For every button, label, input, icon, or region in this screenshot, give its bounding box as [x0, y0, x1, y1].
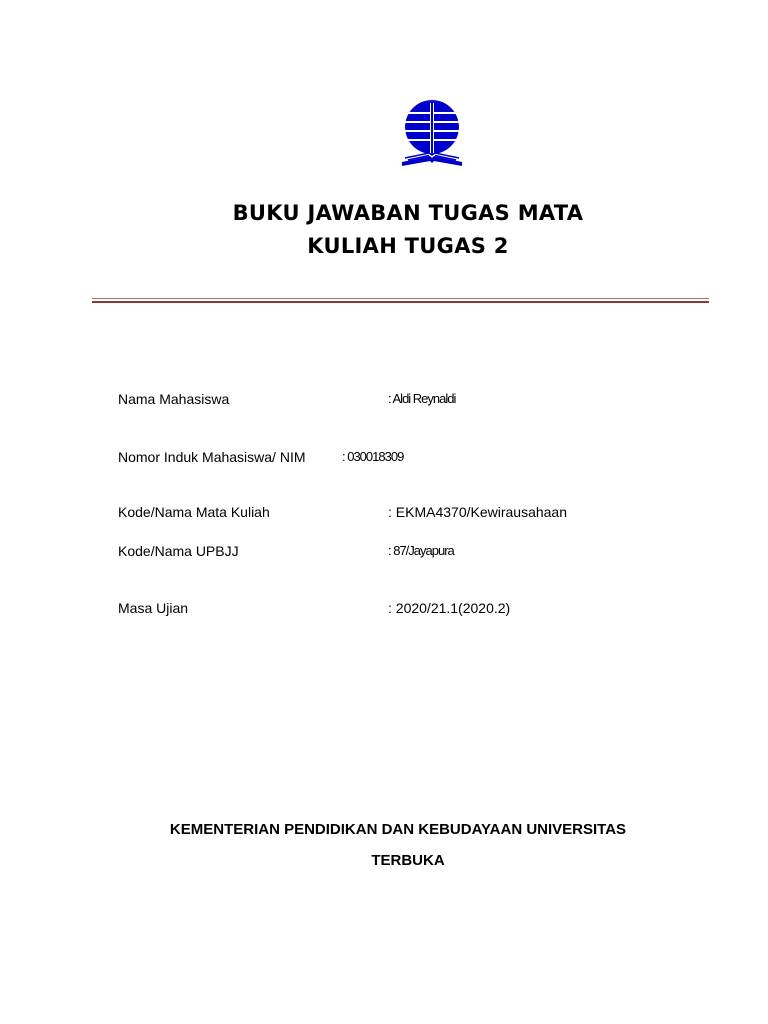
document-title-line1: BUKU JAWABAN TUGAS MATA — [232, 201, 584, 225]
field-label-upbjj: Kode/Nama UPBJJ — [118, 543, 239, 559]
field-label-masa: Masa Ujian — [118, 600, 189, 616]
field-label-nama: Nama Mahasiswa — [118, 391, 230, 407]
field-value-nama: : Aldi Reynaldi — [388, 391, 456, 406]
divider-line — [92, 298, 709, 299]
field-value-matkul: : EKMA4370/Kewirausahaan — [388, 504, 567, 520]
field-value-upbjj: : 87/Jayapura — [388, 543, 454, 558]
document-title-line2: KULIAH TUGAS 2 — [307, 234, 509, 258]
field-value-masa: : 2020/21.1(2020.2) — [388, 600, 511, 616]
field-label-nim: Nomor Induk Mahasiswa/ NIM — [118, 449, 306, 465]
field-value-nim: : 030018309 — [342, 449, 404, 464]
university-logo-icon — [396, 100, 468, 172]
footer-institution-line1: KEMENTERIAN PENDIDIKAN DAN KEBUDAYAAN UNIVERSITAS — [169, 821, 627, 838]
divider-line-thick — [92, 301, 709, 303]
field-label-matkul: Kode/Nama Mata Kuliah — [118, 504, 270, 520]
footer-institution-line2: TERBUKA — [371, 852, 445, 869]
